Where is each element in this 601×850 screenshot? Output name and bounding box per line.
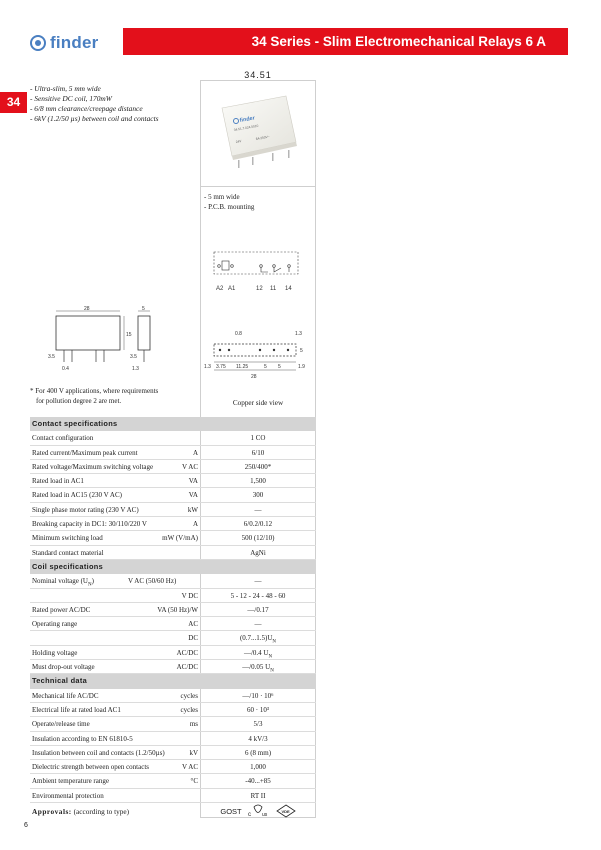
page-number: 6 <box>24 822 28 829</box>
svg-text:us: us <box>261 812 267 819</box>
copper-side-drawing <box>202 326 314 386</box>
spec-value: 500 (12/10) <box>241 534 275 543</box>
spec-row <box>30 503 316 517</box>
spec-label: Nominal voltage $(U_N)$ <box>32 577 94 588</box>
spec-value: 6/10 <box>251 448 265 457</box>
spec-row <box>30 603 316 617</box>
spec-value: 60 · 10³ <box>247 705 269 714</box>
spec-unit: DC <box>188 634 198 643</box>
dim-label: 5 <box>264 364 267 370</box>
spec-row <box>30 617 316 631</box>
dim-label: 0.8 <box>235 331 242 337</box>
spec-unit: ms <box>189 720 198 729</box>
spec-row <box>30 646 316 660</box>
copper-side-label: Copper side view <box>232 399 284 407</box>
spec-unit: V AC (50/60 Hz) <box>128 577 177 586</box>
spec-row <box>30 589 316 603</box>
feature-item: - Ultra-slim, 5 mm wide <box>30 84 101 93</box>
pin-label: 12 <box>256 286 263 292</box>
svg-text:VDE: VDE <box>281 809 290 815</box>
dim-label: 5 <box>278 364 281 370</box>
spec-label: Environmental protection <box>32 791 104 800</box>
spec-label: Electrical life at rated load AC1 <box>32 705 121 714</box>
spec-label: Insulation between coil and contacts (1.2/50µs) <box>32 748 165 757</box>
spec-unit: V DC <box>181 591 198 600</box>
spec-unit: cycles <box>180 691 198 700</box>
spec-unit: VA <box>188 477 198 486</box>
spec-value: 300 <box>252 491 264 500</box>
dim-pin: 3.5 <box>48 354 55 360</box>
section-header: Contact specifications <box>30 417 316 431</box>
spec-row <box>30 531 316 545</box>
spec-value: —/10 · 10⁶ <box>242 691 274 700</box>
spec-row <box>30 774 316 788</box>
spec-label: Rated voltage/Maximum switching voltage <box>32 462 154 471</box>
spec-row <box>30 631 316 645</box>
spec-unit: cycles <box>180 705 198 714</box>
feature-item: - 5 mm wide <box>204 193 240 201</box>
spec-unit: A <box>192 448 198 457</box>
dim-lead: 3.5 <box>130 354 137 360</box>
feature-item: - P.C.B. mounting <box>204 203 255 211</box>
spec-row <box>30 431 316 445</box>
spec-label: Operate/release time <box>32 720 90 729</box>
spec-row <box>30 760 316 774</box>
dim-width: 28 <box>84 306 90 312</box>
spec-label: Must drop-out voltage <box>32 663 95 672</box>
spec-unit: AC <box>188 620 198 629</box>
spec-value: —/0.05 $U_N$ <box>242 663 274 674</box>
side-dimension-drawing <box>42 306 162 376</box>
spec-unit: AC/DC <box>176 648 198 657</box>
dim-label: 11.25 <box>236 364 249 370</box>
dim-label: 3.75 <box>216 364 226 370</box>
approvals-row <box>30 803 316 821</box>
spec-value: —/0.4 $U_N$ <box>243 648 273 660</box>
page-title: 34 Series - Slim Electromechanical Relays 6 A <box>251 34 546 49</box>
spec-label: Rated load in AC15 (230 V AC) <box>32 491 122 500</box>
spec-value: RT II <box>250 791 266 800</box>
spec-value: 5/3 <box>253 720 263 729</box>
spec-row <box>30 689 316 703</box>
spec-value: 6/0.2/0.12 <box>243 520 273 529</box>
spec-label: Standard contact material <box>32 548 104 557</box>
spec-unit: kW <box>187 505 198 514</box>
photo-code: 34.51.7.024.5010 <box>233 123 259 132</box>
spec-row <box>30 789 316 803</box>
dim-b: 1.3 <box>132 366 139 372</box>
feature-item: - 6kV (1.2/50 µs) between coil and contacts <box>30 114 159 123</box>
finder-logo <box>30 33 98 53</box>
feature-item: - Sensitive DC coil, 170mW <box>30 94 112 103</box>
vde-icon <box>276 804 296 818</box>
spec-label: Single phase motor rating (230 V AC) <box>32 505 139 514</box>
relay-photo <box>212 90 304 170</box>
spec-value: 1,500 <box>250 477 266 486</box>
spec-row <box>30 474 316 488</box>
dim-label: 1.9 <box>298 364 305 370</box>
spec-table <box>30 417 316 821</box>
spec-unit: V AC <box>181 462 198 471</box>
dim-thickness: 5 <box>142 306 145 312</box>
spec-label: Dielectric strength between open contacts <box>32 763 150 772</box>
spec-row <box>30 732 316 746</box>
spec-row <box>30 546 316 560</box>
spec-label: Mechanical life AC/DC <box>32 691 99 700</box>
spec-unit: A <box>192 520 198 529</box>
spec-label: Rated power AC/DC <box>32 605 91 614</box>
spec-value: $(0.7...1.5)U_N$ <box>239 634 277 645</box>
spec-value: 1 CO <box>250 434 266 443</box>
section-header: Coil specifications <box>30 560 316 574</box>
section-tab: 34 <box>0 92 27 113</box>
finder-logo-icon <box>30 35 46 51</box>
brand-name: finder <box>50 33 99 52</box>
spec-label: Breaking capacity in DC1: 30/110/220 V <box>32 520 147 529</box>
ul-recognized-icon <box>248 804 270 818</box>
spec-unit: °C <box>190 777 198 786</box>
dim-label: 1.3 <box>295 331 302 337</box>
footnote-line: * For 400 V applications, where requirements <box>30 387 159 395</box>
photo-voltage: 24V <box>235 139 242 144</box>
spec-row <box>30 717 316 731</box>
photo-rating: 6A 250V~ <box>255 134 270 141</box>
approvals-title: Approvals: <box>32 807 72 817</box>
spec-row <box>30 446 316 460</box>
spec-value: 5 - 12 - 24 - 48 - 60 <box>230 591 286 600</box>
feature-list <box>30 84 159 124</box>
dim-label: 5 <box>300 348 303 354</box>
spec-label: Contact configuration <box>32 434 94 443</box>
spec-unit: AC/DC <box>176 663 198 672</box>
spec-unit: kV <box>189 748 198 757</box>
spec-unit: mW (V/mA) <box>162 534 198 543</box>
svg-text:c: c <box>247 812 251 819</box>
pin-label: A1 <box>228 286 236 292</box>
spec-value: 1,000 <box>250 763 266 772</box>
spec-row <box>30 574 316 588</box>
spec-value: — <box>254 620 262 629</box>
spec-label: Operating range <box>32 620 78 629</box>
wiring-diagram <box>206 246 310 294</box>
pin-label: 11 <box>270 286 277 292</box>
gost-mark: GOST <box>220 806 242 816</box>
approvals-note: (according to type) <box>73 807 130 817</box>
header-bar <box>123 28 568 55</box>
approval-marks <box>200 804 316 818</box>
spec-row <box>30 703 316 717</box>
section-body <box>30 689 316 803</box>
spec-value: — <box>254 505 262 514</box>
dim-label: 1.3 <box>204 364 211 370</box>
spec-value: -40...+85 <box>245 777 271 786</box>
spec-label: Rated load in AC1 <box>32 477 84 486</box>
pin-label: 14 <box>285 286 292 292</box>
spec-row <box>30 460 316 474</box>
spec-label: Holding voltage <box>32 648 78 657</box>
photo-brand: finder <box>239 115 256 124</box>
spec-row <box>30 517 316 531</box>
spec-value: 4 kV/3 <box>248 734 268 743</box>
dim-label: 28 <box>251 374 257 380</box>
column-divider <box>200 186 316 187</box>
spec-unit: VA (50 Hz)/W <box>157 605 198 614</box>
spec-value: 250/400* <box>244 462 272 471</box>
column-feature-list <box>204 192 254 212</box>
spec-row <box>30 488 316 502</box>
spec-value: — <box>254 577 262 586</box>
spec-label: Minimum switching load <box>32 534 103 543</box>
spec-value: AgNi <box>250 548 266 557</box>
spec-unit: V AC <box>181 763 198 772</box>
section-body <box>30 574 316 674</box>
dim-a: 0.4 <box>62 366 69 372</box>
spec-value: —/0.17 <box>247 605 269 614</box>
section-header: Technical data <box>30 674 316 688</box>
dim-height: 15 <box>126 332 132 338</box>
section-body <box>30 431 316 560</box>
spec-label: Rated current/Maximum peak current <box>32 448 138 457</box>
spec-label: Insulation according to EN 61810-5 <box>32 734 133 743</box>
spec-unit: VA <box>188 491 198 500</box>
spec-label: Ambient temperature range <box>32 777 109 786</box>
footnote-line: for pollution degree 2 are met. <box>36 397 122 405</box>
spec-row <box>30 660 316 674</box>
spec-row <box>30 746 316 760</box>
pin-label: A2 <box>216 286 224 292</box>
footnote <box>30 386 195 406</box>
approvals-label <box>32 807 129 816</box>
feature-item: - 6/8 mm clearance/creepage distance <box>30 104 143 113</box>
spec-value: 6 (8 mm) <box>244 748 272 757</box>
model-number: 34.51 <box>244 70 272 80</box>
